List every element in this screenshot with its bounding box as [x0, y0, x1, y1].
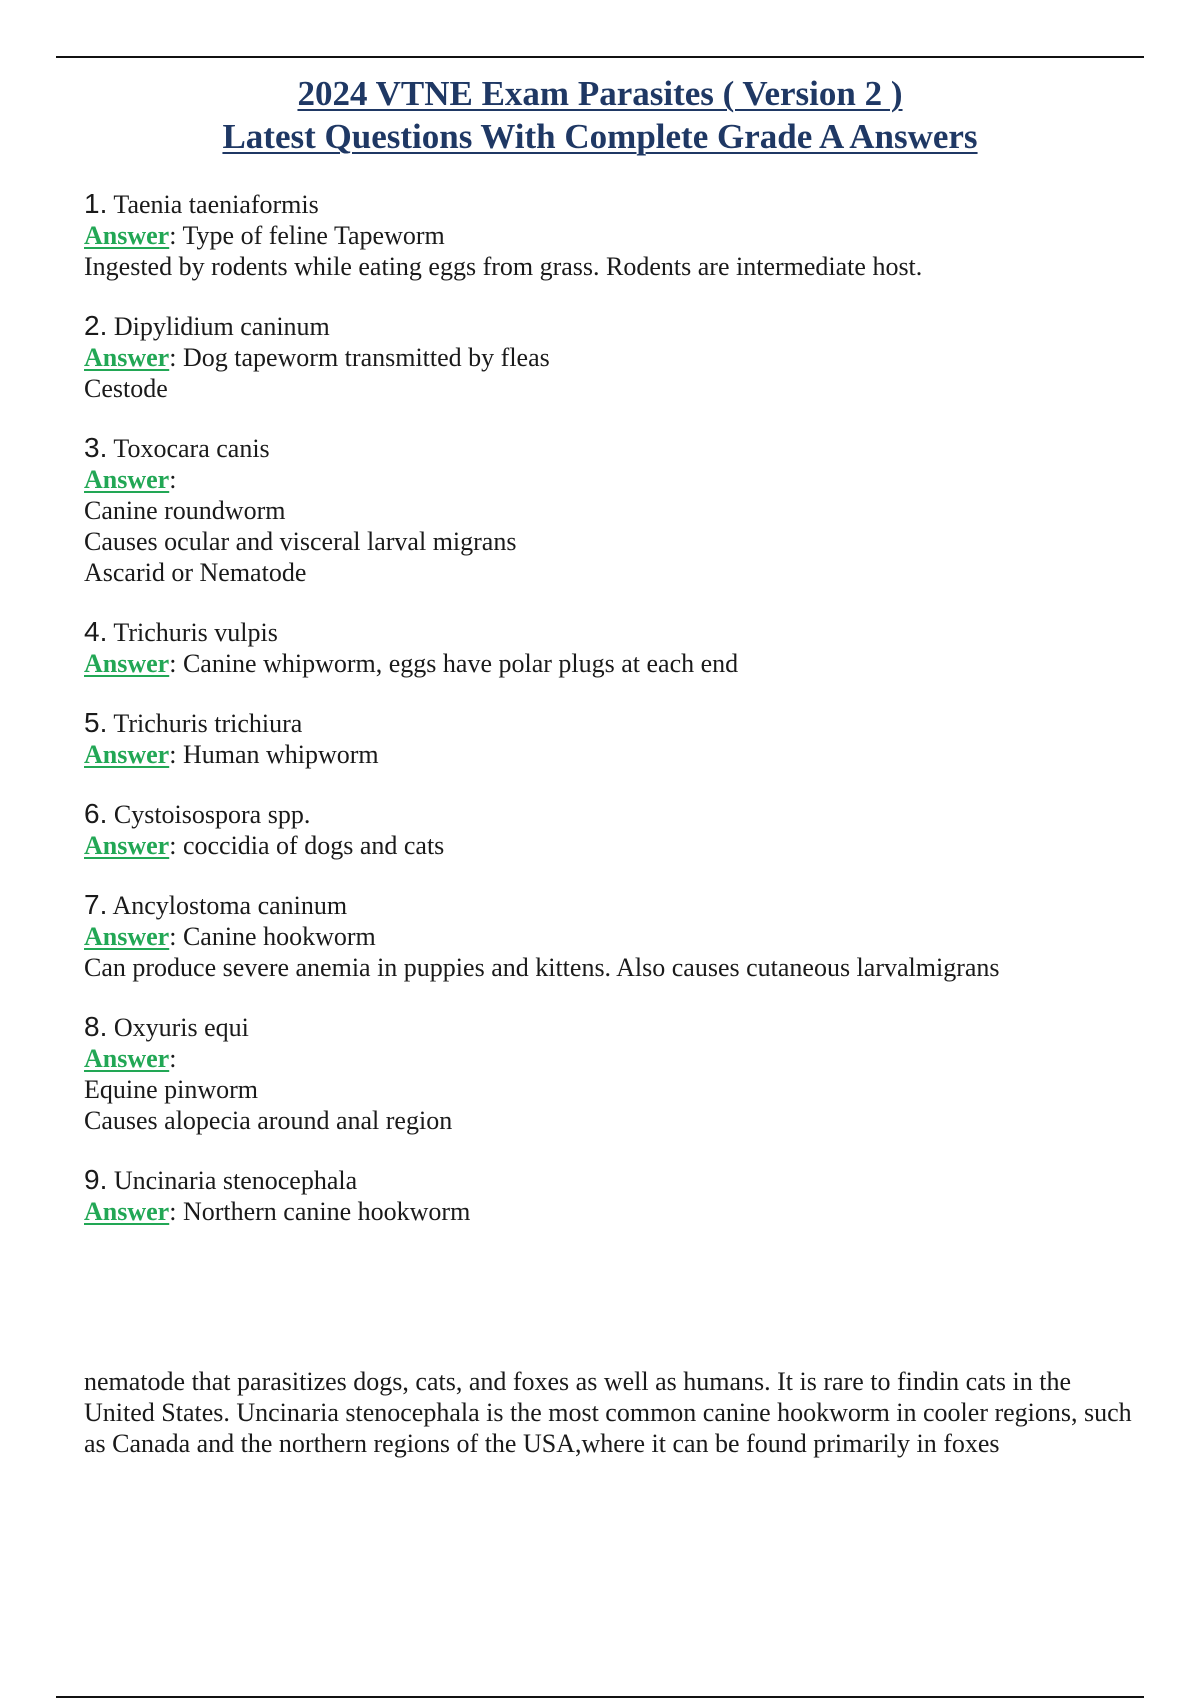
- answer-line: [84, 830, 1144, 861]
- answer-line: [84, 1196, 1144, 1227]
- question-line: [84, 310, 1144, 342]
- title-line-2: Latest Questions With Complete Grade A Answers: [222, 117, 978, 156]
- question-number: 3.: [84, 432, 108, 463]
- qa-item: [84, 432, 1144, 588]
- question-number: 6.: [84, 798, 108, 829]
- qa-item: [84, 616, 1144, 679]
- question-term: Cystoisospora spp.: [113, 800, 311, 829]
- question-term: Toxocara canis: [113, 434, 270, 463]
- question-term: Taenia taeniaformis: [113, 190, 319, 219]
- question-term: Oxyuris equi: [113, 1013, 249, 1042]
- answer-text: : Canine whipworm, eggs have polar plugs at each end: [169, 649, 739, 678]
- answer-label: Answer: [84, 221, 170, 250]
- answer-detail-line: Ingested by rodents while eating eggs from grass. Rodents are intermediate host.: [84, 252, 923, 281]
- answer-text: : Northern canine hookworm: [169, 1197, 471, 1226]
- question-number: 5.: [84, 707, 108, 738]
- top-rule: [56, 56, 1144, 58]
- answer-text: :: [169, 1044, 177, 1073]
- question-number: 1.: [84, 188, 108, 219]
- answer-detail-line: Causes alopecia around anal region: [84, 1106, 453, 1135]
- answer-text: : Dog tapeworm transmitted by fleas: [169, 343, 550, 372]
- answer-detail-line: Canine roundworm: [84, 496, 286, 525]
- document-title: [0, 72, 1200, 158]
- bottom-rule: [56, 1696, 1144, 1698]
- qa-item: [84, 798, 1144, 861]
- answer-label: Answer: [84, 465, 170, 494]
- question-term: Ancylostoma caninum: [112, 891, 348, 920]
- answer-line: [84, 342, 1144, 373]
- question-number: 7.: [84, 889, 108, 920]
- qa-item: [84, 310, 1144, 404]
- answer-line: [84, 1043, 1144, 1074]
- question-term: Uncinaria stenocephala: [113, 1166, 358, 1195]
- answer-label: Answer: [84, 1044, 170, 1073]
- question-line: [84, 1164, 1144, 1196]
- question-line: [84, 188, 1144, 220]
- answer-text: : Type of feline Tapeworm: [169, 221, 445, 250]
- question-line: [84, 616, 1144, 648]
- question-line: [84, 432, 1144, 464]
- answer-label: Answer: [84, 343, 170, 372]
- answer-label: Answer: [84, 740, 170, 769]
- answer-label: Answer: [84, 649, 170, 678]
- answer-text: : Human whipworm: [169, 740, 379, 769]
- answer-detail-line: Causes ocular and visceral larval migrans: [84, 527, 517, 556]
- question-term: Trichuris vulpis: [113, 618, 278, 647]
- question-number: 9.: [84, 1164, 108, 1195]
- answer-detail-line: Cestode: [84, 374, 168, 403]
- answer-text: :: [169, 465, 177, 494]
- question-number: 4.: [84, 616, 108, 647]
- qa-list: [84, 188, 1144, 1255]
- answer-line: [84, 739, 1144, 770]
- question-term: Dipylidium caninum: [113, 312, 330, 341]
- answer-line: [84, 220, 1144, 251]
- question-line: [84, 1011, 1144, 1043]
- question-line: [84, 707, 1144, 739]
- qa-item: [84, 1164, 1144, 1227]
- question-number: 8.: [84, 1011, 108, 1042]
- answer-label: Answer: [84, 1197, 170, 1226]
- question-term: Trichuris trichiura: [113, 709, 303, 738]
- answer-line: [84, 464, 1144, 495]
- question-number: 2.: [84, 310, 108, 341]
- answer-text: : coccidia of dogs and cats: [169, 831, 445, 860]
- answer-detail-line: Can produce severe anemia in puppies and kittens. Also causes cutaneous larvalmigrans: [84, 953, 1000, 982]
- qa-item: [84, 188, 1144, 282]
- qa-item: [84, 707, 1144, 770]
- qa-item: [84, 1011, 1144, 1136]
- answer-detail-line: Equine pinworm: [84, 1075, 259, 1104]
- answer-text: : Canine hookworm: [169, 922, 376, 951]
- extra-paragraph: nematode that parasitizes dogs, cats, and foxes as well as humans. It is rare to findin cats in the United States. Uncinaria stenocephala is the most common canine hookworm in cooler regions, such as Canada and the northern regions of the USA,where it can be found primarily in foxes: [84, 1367, 1132, 1458]
- qa-item: [84, 889, 1144, 983]
- answer-line: [84, 921, 1144, 952]
- answer-label: Answer: [84, 922, 170, 951]
- answer-label: Answer: [84, 831, 170, 860]
- answer-line: [84, 648, 1144, 679]
- title-line-1: 2024 VTNE Exam Parasites ( Version 2 ): [297, 74, 903, 113]
- answer-detail-line: Ascarid or Nematode: [84, 558, 307, 587]
- question-line: [84, 889, 1144, 921]
- question-line: [84, 798, 1144, 830]
